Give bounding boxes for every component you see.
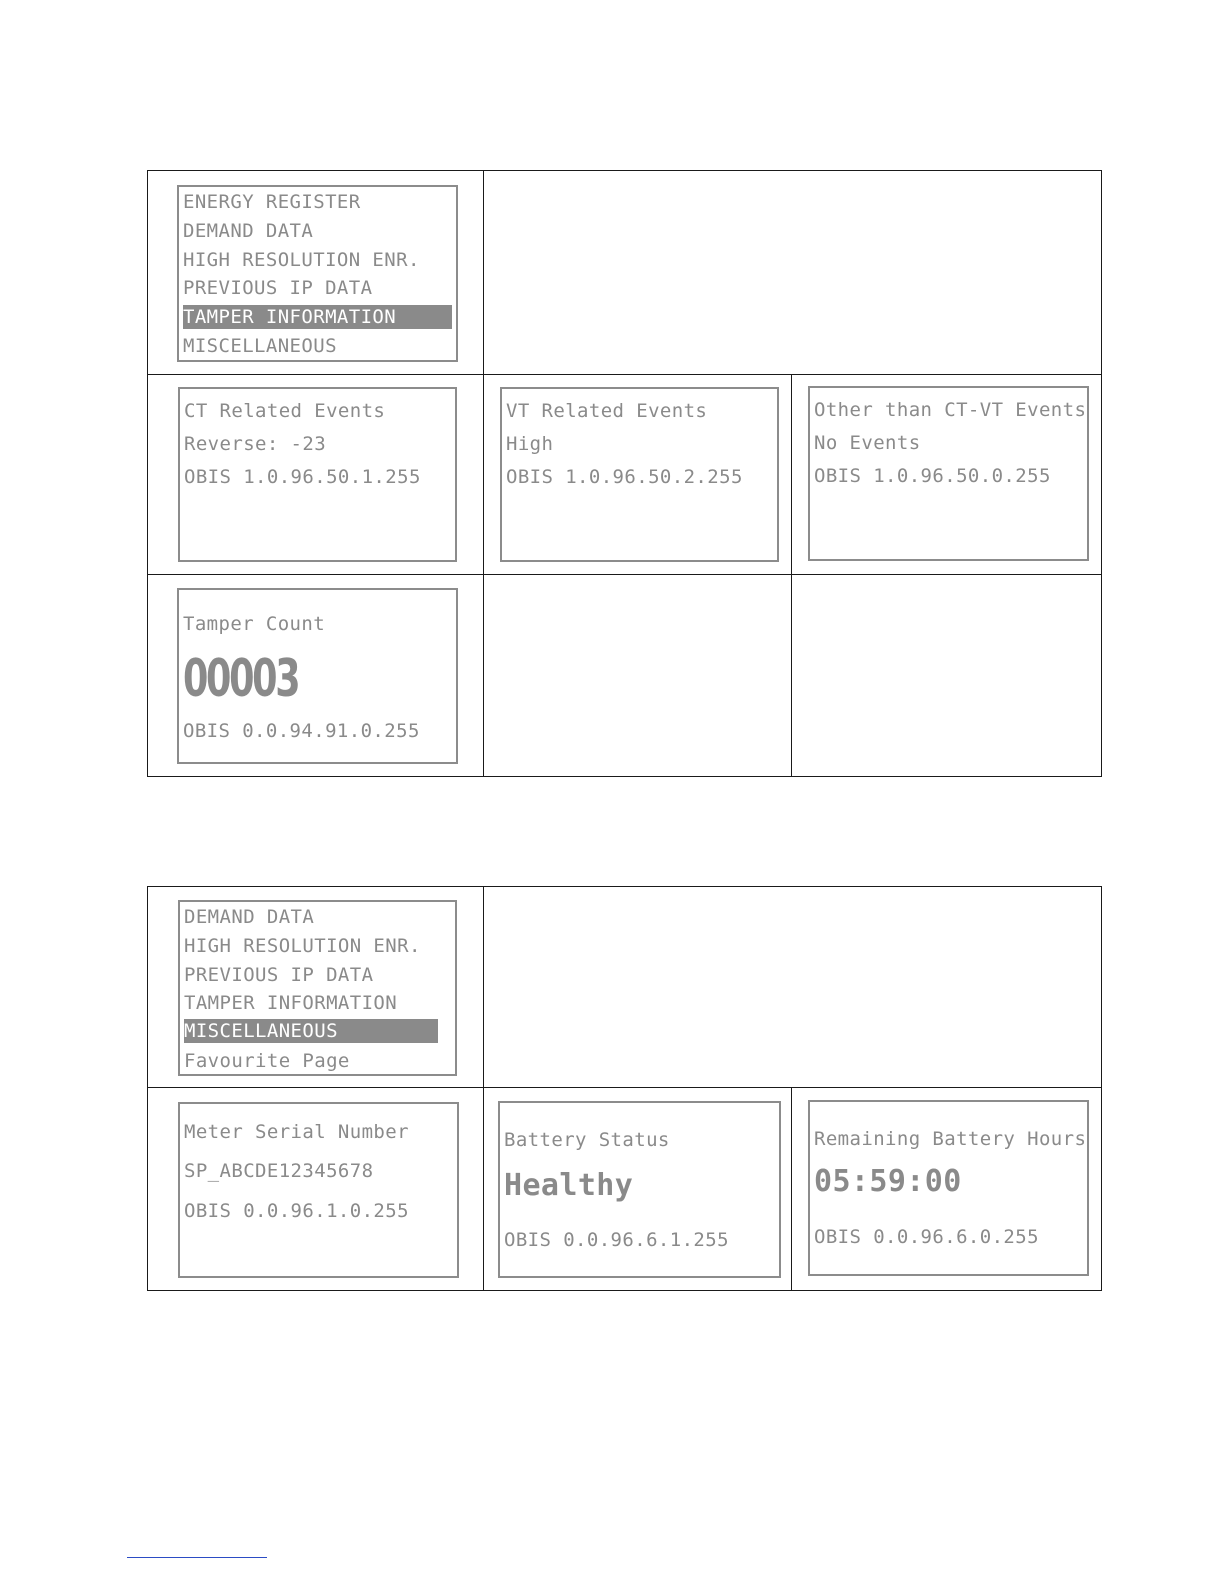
row-divider: [148, 374, 1101, 375]
vt-events-obis: OBIS 1.0.96.50.2.255: [506, 466, 743, 488]
menu-item-tamper-information: TAMPER INFORMATION: [184, 992, 398, 1014]
footnote-separator: [127, 1557, 267, 1558]
menu-item-miscellaneous-selected: MISCELLANEOUS: [184, 1019, 438, 1043]
battery-status-title: Battery Status: [504, 1129, 670, 1151]
menu-item-high-resolution: HIGH RESOLUTION ENR.: [184, 935, 421, 957]
other-events-title: Other than CT-VT Events: [814, 399, 1087, 421]
ct-events-value: Reverse: -23: [184, 433, 327, 455]
miscellaneous-table: [147, 886, 1102, 1291]
menu-item-previous-ip-data: PREVIOUS IP DATA: [184, 964, 374, 986]
lcd-meter-serial-screen: [178, 1102, 459, 1278]
ct-events-obis: OBIS 1.0.96.50.1.255: [184, 466, 421, 488]
lcd-tamper-count-screen: [177, 588, 458, 764]
lcd-battery-status-screen: [498, 1101, 781, 1278]
meter-serial-obis: OBIS 0.0.96.1.0.255: [184, 1200, 409, 1222]
row-divider: [148, 574, 1101, 575]
lcd-vt-events-screen: [500, 387, 779, 562]
menu-item-tamper-information-selected: TAMPER INFORMATION: [183, 305, 452, 329]
battery-hours-value: 05:59:00: [814, 1164, 962, 1199]
menu-item-previous-ip-data: PREVIOUS IP DATA: [183, 277, 373, 299]
menu-item-high-resolution: HIGH RESOLUTION ENR.: [183, 249, 420, 271]
tamper-count-value: 00003: [183, 649, 299, 709]
other-events-obis: OBIS 1.0.96.50.0.255: [814, 465, 1051, 487]
tamper-count-obis: OBIS 0.0.94.91.0.255: [183, 720, 420, 742]
lcd-ct-events-screen: [178, 387, 457, 562]
battery-status-value: Healthy: [504, 1168, 634, 1203]
meter-serial-title: Meter Serial Number: [184, 1121, 409, 1143]
menu-item-favourite-page: Favourite Page: [184, 1050, 350, 1072]
other-events-value: No Events: [814, 432, 921, 454]
menu-item-miscellaneous: MISCELLANEOUS: [183, 335, 337, 357]
meter-serial-value: SP_ABCDE12345678: [184, 1160, 374, 1182]
lcd-menu-screen: [177, 185, 458, 362]
vt-events-value: High: [506, 433, 554, 455]
lcd-other-events-screen: [808, 386, 1089, 561]
menu-item-energy-register: ENERGY REGISTER: [183, 191, 361, 213]
menu-item-demand-data: DEMAND DATA: [183, 220, 314, 242]
lcd-battery-hours-screen: [808, 1100, 1089, 1276]
battery-hours-title: Remaining Battery Hours: [814, 1128, 1087, 1150]
column-divider: [791, 1087, 792, 1290]
column-divider: [483, 171, 484, 776]
ct-events-title: CT Related Events: [184, 400, 386, 422]
vt-events-title: VT Related Events: [506, 400, 708, 422]
battery-hours-obis: OBIS 0.0.96.6.0.255: [814, 1226, 1039, 1248]
battery-status-obis: OBIS 0.0.96.6.1.255: [504, 1229, 729, 1251]
tamper-count-title: Tamper Count: [183, 613, 326, 635]
column-divider: [483, 887, 484, 1290]
tamper-information-table: [147, 170, 1102, 777]
row-divider: [148, 1087, 1101, 1088]
lcd-menu-screen: [178, 900, 457, 1076]
menu-item-demand-data: DEMAND DATA: [184, 906, 315, 928]
column-divider: [791, 374, 792, 776]
